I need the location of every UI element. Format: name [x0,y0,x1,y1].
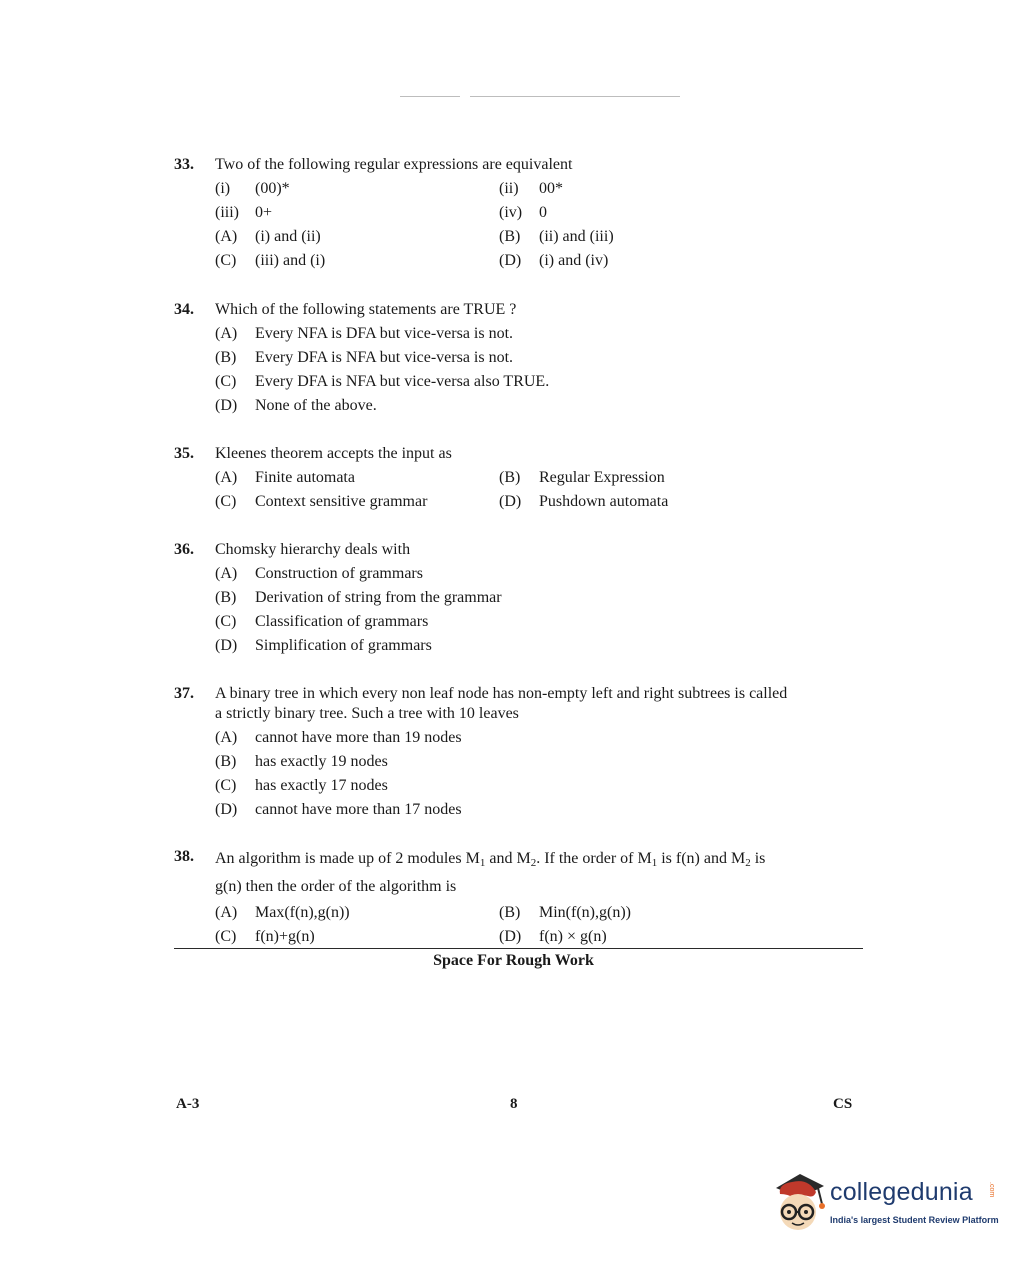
option-d: (D) f(n) × g(n) [499,928,607,945]
question-text-line: A binary tree in which every non leaf node has non-empty left and right subtrees is called [215,685,788,702]
option-b: (B) has exactly 19 nodes [215,753,388,770]
option-a: (A) cannot have more than 19 nodes [215,729,462,746]
question-36 [174,538,864,658]
option-b: (B) Min(f(n),g(n)) [499,904,631,921]
option-c: (C) (iii) and (i) [215,252,326,269]
rough-work-heading: Space For Rough Work [433,952,594,969]
option-d: (D) None of the above. [215,397,377,414]
option-b: (B) (ii) and (iii) [499,228,614,245]
question-text: Two of the following regular expressions are equivalent [215,156,573,173]
footer-page-number: 8 [510,1096,518,1112]
mascot-icon [770,1168,828,1238]
statement-item: (iii) 0+ [215,204,273,221]
scan-artifact-line [400,96,460,97]
option-c: (C) Context sensitive grammar [215,493,428,510]
question-options [215,322,864,418]
option-b: (B) Derivation of string from the grammar [215,589,502,606]
footer-subject-code: CS [833,1096,853,1112]
question-34 [174,298,864,418]
question-text: Which of the following statements are TRUE ? [215,301,517,318]
question-options [215,466,864,514]
question-options [215,901,864,949]
option-c: (C) has exactly 17 nodes [215,777,388,794]
question-35 [174,442,864,514]
logo-wordmark: collegedunia [830,1178,973,1206]
footer-series-code: A-3 [176,1096,200,1112]
scan-artifact-line [470,96,680,97]
question-text: Kleenes theorem accepts the input as [215,445,452,462]
question-text-line: An algorithm is made up of 2 modules $M_1$ and $M_2$. If the order of $M_1$ is f(n) and $M_2$ is [215,850,766,869]
question-33 [174,153,864,273]
question-text-line: g(n) then the order of the algorithm is [215,878,457,895]
question-number: 37. [174,685,194,702]
question-options [215,726,864,822]
question-37 [174,682,864,822]
statement-item: (ii) 00* [499,180,563,197]
question-number: 38. [174,848,194,865]
option-d: (D) cannot have more than 17 nodes [215,801,462,818]
option-c: (C) f(n)+g(n) [215,928,315,945]
option-b: (B) Every DFA is NFA but vice-versa is not. [215,349,514,366]
collegedunia-logo [770,1168,1000,1238]
option-d: (D) Pushdown automata [499,493,669,510]
logo-domain: .com [988,1182,995,1198]
option-a: (A) Max(f(n),g(n)) [215,904,350,921]
option-c: (C) Classification of grammars [215,613,429,630]
section-divider [174,948,863,949]
question-text: Chomsky hierarchy deals with [215,541,411,558]
question-number: 35. [174,445,194,462]
option-d: (D) (i) and (iv) [499,252,609,269]
option-d: (D) Simplification of grammars [215,637,432,654]
question-options [215,177,864,273]
option-b: (B) Regular Expression [499,469,665,486]
option-c: (C) Every DFA is NFA but vice-versa also TRUE. [215,373,550,390]
question-text-line: a strictly binary tree. Such a tree with 10 leaves [215,705,519,722]
question-number: 34. [174,301,194,318]
option-a: (A) Finite automata [215,469,355,486]
statement-item: (iv) 0 [499,204,547,221]
question-number: 33. [174,156,194,173]
question-number: 36. [174,541,194,558]
question-text [215,682,864,726]
question-38 [174,845,864,949]
statement-item: (i) (00)* [215,180,290,197]
question-text [215,845,864,901]
option-a: (A) Every NFA is DFA but vice-versa is not. [215,325,514,342]
option-a: (A) (i) and (ii) [215,228,321,245]
option-a: (A) Construction of grammars [215,565,423,582]
question-options [215,562,864,658]
logo-tagline: India's largest Student Review Platform [830,1215,999,1225]
